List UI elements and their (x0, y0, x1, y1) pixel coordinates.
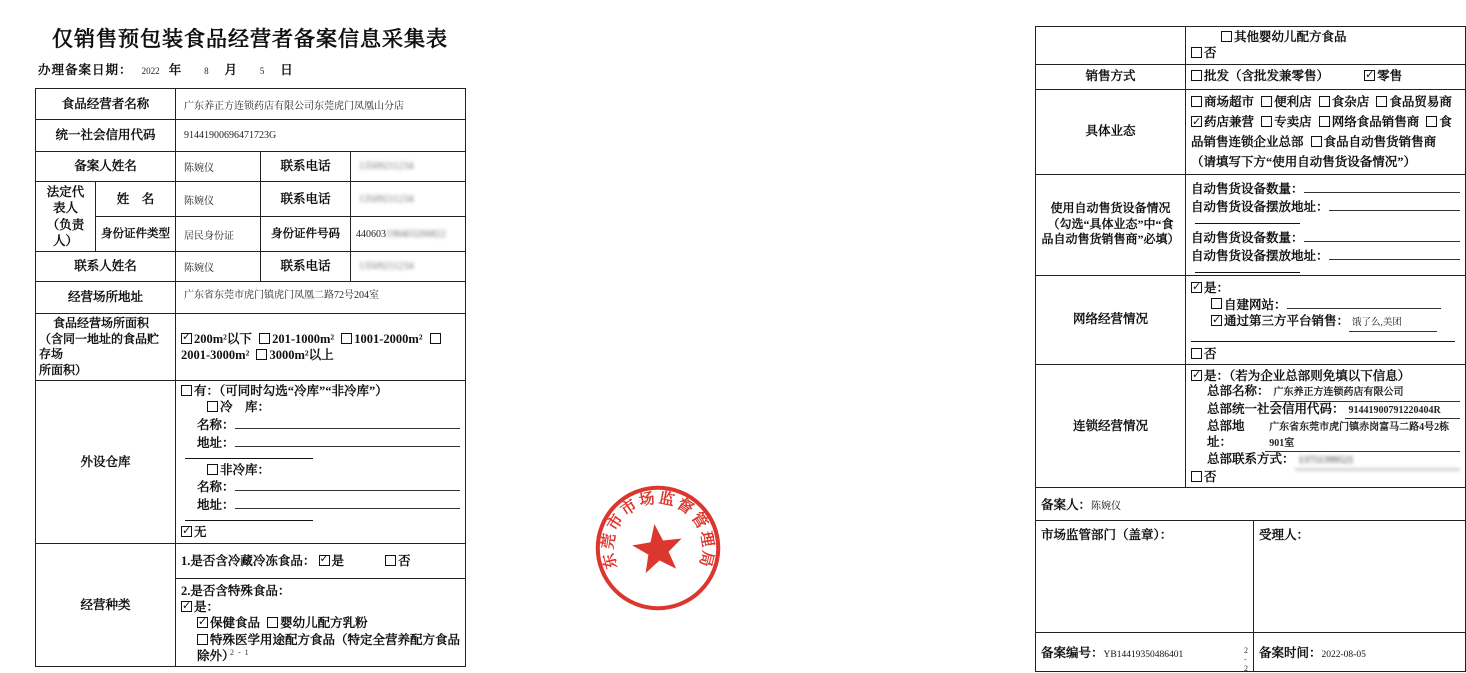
form-page-2 (500, 0, 1452, 673)
record-time-cell (1254, 633, 1466, 672)
chain-yes-checkbox[interactable] (1191, 370, 1202, 381)
vending-qty-input-2[interactable] (1304, 229, 1461, 242)
online-no-checkbox[interactable] (1191, 348, 1202, 359)
main-form-table-page2 (1035, 26, 1466, 672)
online-divider (1191, 341, 1455, 342)
third-party-checkbox[interactable] (1211, 315, 1222, 326)
warehouse-has-checkbox[interactable] (181, 385, 192, 396)
q2-option-1-label: 婴幼儿配方乳粉 (280, 616, 368, 631)
registrant-signature-value: 陈婉仪 (1091, 501, 1122, 512)
area-option-3-checkbox[interactable] (430, 333, 441, 344)
format-option-1-label: 便利店 (1274, 94, 1312, 109)
legal-rep-label (36, 182, 96, 252)
area-options-cell (176, 314, 466, 381)
warehouse-divider-1 (185, 458, 313, 459)
id-type-label: 身份证件类型 (96, 217, 176, 252)
q2-text: 2.是否含特殊食品： (181, 583, 291, 598)
special-food-cont-label (1036, 27, 1186, 65)
registrant-signature-label: 备案人： (1041, 498, 1092, 512)
authority-stamp-label: 市场监管部门（盖章）： (1041, 528, 1173, 542)
vending-divider-1 (1195, 223, 1300, 224)
q2-yes-checkbox[interactable] (181, 601, 192, 612)
business-format-cell (1186, 89, 1466, 174)
legal-rep-name-label: 姓 名 (96, 182, 176, 217)
operator-name-value: 广东养正方连锁药店有限公司东莞虎门凤凰山分店 (176, 89, 466, 120)
vending-qty-label-1: 自动售货设备数量： (1191, 181, 1304, 196)
area-option-1-label: 201-1000m² (272, 331, 335, 346)
warehouse-divider-2 (185, 520, 313, 521)
vending-addr-label-1: 自动售货设备摆放地址： (1191, 199, 1329, 214)
format-option-7-checkbox[interactable] (1426, 116, 1437, 127)
noncold-name-input[interactable] (235, 478, 460, 491)
q1-yes-checkbox[interactable] (319, 555, 330, 566)
credit-code-label: 统一社会信用代码 (36, 120, 176, 152)
format-option-2-checkbox[interactable] (1319, 96, 1330, 107)
legal-rep-phone-label: 联系电话 (261, 182, 351, 217)
format-option-0-label: 商场超市 (1204, 94, 1255, 109)
q1-no-checkbox[interactable] (385, 555, 396, 566)
operator-name-label: 食品经营者名称 (36, 89, 176, 120)
format-option-3-label: 食品贸易商 (1389, 94, 1452, 109)
warehouse-has-label: 有：（可同时勾选“冷库”“非冷库”） (194, 384, 388, 399)
stamp-text: 东莞市市场监督管理局 (599, 489, 717, 571)
vending-qty-label-2: 自动售货设备数量： (1191, 230, 1304, 245)
format-option-5-label: 专卖店 (1274, 114, 1312, 129)
online-yes-checkbox[interactable] (1191, 282, 1202, 293)
sales-mode-cell (1186, 64, 1466, 89)
format-option-6-checkbox[interactable] (1319, 116, 1330, 127)
retail-label: 零售 (1377, 69, 1403, 84)
vending-label (1036, 174, 1186, 275)
chain-no-label: 否 (1204, 469, 1217, 484)
area-option-1-checkbox[interactable] (259, 333, 270, 344)
area-option-4-checkbox[interactable] (256, 349, 267, 360)
record-no-label: 备案编号： (1041, 646, 1104, 660)
filing-date-label: 办理备案日期： (38, 63, 133, 77)
area-option-2-checkbox[interactable] (341, 333, 352, 344)
q2-yes-label: 是： (194, 600, 220, 614)
sales-mode-label: 销售方式 (1036, 64, 1186, 89)
id-no-visible-part: 440603 (356, 228, 387, 240)
q2-option-0-checkbox[interactable] (197, 617, 208, 628)
area-label-line2: （含同一地址的食品贮存场 (39, 331, 160, 362)
registrant-signature-row (1036, 488, 1466, 521)
vending-qty-input-1[interactable] (1304, 180, 1461, 193)
hq-addr-value: 广东省东莞市虎门镇赤岗富马二路4号2栋901室 (1265, 420, 1460, 452)
q1-text: 1.是否含冷藏冷冻食品： (181, 553, 316, 568)
online-no-label: 否 (1204, 346, 1217, 361)
chain-label: 连锁经营情况 (1036, 364, 1186, 488)
contact-name-label: 联系人姓名 (36, 252, 176, 282)
hq-code-label: 总部统一社会信用代码： (1207, 401, 1345, 416)
vending-label-line3: 品自动售货销售商”必填） (1041, 232, 1180, 247)
business-kind-q2-cell (176, 578, 466, 666)
other-infant-food-label: 其他婴幼儿配方食品 (1234, 30, 1347, 44)
own-site-input[interactable] (1287, 296, 1441, 309)
format-option-5-checkbox[interactable] (1261, 116, 1272, 127)
special-food-cont-cell (1186, 27, 1466, 65)
chain-no-checkbox[interactable] (1191, 471, 1202, 482)
format-option-7-label: 食品销售连锁企业总部 (1191, 114, 1452, 149)
format-option-3-checkbox[interactable] (1376, 96, 1387, 107)
main-form-table-page1 (35, 88, 466, 667)
registrant-name-label: 备案人姓名 (36, 152, 176, 182)
cold-addr-label: 地址： (197, 435, 235, 450)
hq-contact-label: 总部联系方式： (1207, 452, 1295, 466)
hq-addr-label: 总部地址： (1207, 419, 1245, 449)
year-unit: 年 (168, 63, 183, 77)
noncold-storage-checkbox[interactable] (207, 464, 218, 475)
vending-addr-input-2[interactable] (1329, 247, 1461, 260)
area-label (36, 314, 176, 381)
vending-addr-label-2: 自动售货设备摆放地址： (1191, 248, 1329, 263)
cold-name-input[interactable] (235, 416, 460, 429)
format-option-2-label: 食杂店 (1331, 94, 1370, 109)
area-option-3-label: 2001-3000m² (181, 348, 250, 363)
record-no-value: YB14419350486401 (1103, 650, 1184, 660)
credit-code-value: 91441900696471723G (176, 120, 466, 152)
special-food-no-checkbox[interactable] (1191, 47, 1202, 58)
business-kind-label: 经营种类 (36, 543, 176, 666)
format-option-4-checkbox[interactable] (1191, 116, 1202, 127)
contact-phone-label: 联系电话 (261, 252, 351, 282)
id-no-redacted-part: 198403200822 (386, 228, 447, 240)
registrant-phone-label: 联系电话 (261, 152, 351, 182)
hq-code-value: 91441900791220404R (1345, 403, 1461, 420)
legal-rep-label-line2: （负责人） (46, 217, 85, 248)
other-infant-food-checkbox[interactable] (1221, 31, 1232, 42)
own-site-label: 自建网站： (1224, 297, 1287, 312)
legal-rep-phone-value: 13509211234 (359, 193, 414, 205)
wholesale-checkbox[interactable] (1191, 70, 1202, 81)
vending-label-line1: 使用自动售货设备情况 (1050, 201, 1171, 216)
area-option-2-label: 1001-2000m² (354, 331, 423, 346)
filing-date-day[interactable]: 5 (259, 66, 265, 76)
vending-addr-input-1[interactable] (1329, 198, 1461, 211)
filing-date-month[interactable]: 8 (204, 66, 209, 76)
format-option-1-checkbox[interactable] (1261, 96, 1272, 107)
vending-label-line2: （勾选“具体业态”中“食 (1047, 216, 1174, 231)
record-no-cell (1036, 633, 1254, 672)
registrant-phone-value: 13509211234 (359, 161, 414, 172)
hq-contact-value: 13751399521 (1295, 453, 1461, 470)
premises-address-value: 广东省东莞市虎门镇虎门凤凰二路72号204室 (176, 282, 466, 314)
business-kind-q1-cell (176, 543, 466, 578)
warehouse-label: 外设仓库 (36, 381, 176, 543)
registrant-name-value: 陈婉仪 (176, 152, 261, 182)
third-party-label: 通过第三方平台销售： (1224, 313, 1350, 328)
authority-stamp-cell (1036, 521, 1254, 633)
area-option-0-checkbox[interactable] (181, 333, 192, 344)
q2-option-2-label: 特殊医学用途配方食品（特定全营养配方食品除外） (197, 632, 461, 663)
business-format-label: 具体业态 (1036, 89, 1186, 174)
noncold-storage-label: 非冷库： (220, 462, 271, 477)
q2-option-0-label: 保健食品 (210, 616, 261, 631)
hq-name-label: 总部名称： (1207, 384, 1270, 398)
online-cell (1186, 275, 1466, 364)
area-label-line1: 食品经营场所面积 (53, 316, 150, 330)
record-time-label: 备案时间： (1259, 646, 1322, 660)
noncold-addr-label: 地址： (197, 498, 235, 513)
special-food-no-label: 否 (1204, 46, 1217, 61)
month-unit: 月 (224, 63, 239, 77)
vending-divider-2 (1195, 272, 1300, 273)
acceptor-label: 受理人： (1259, 528, 1310, 542)
retail-checkbox[interactable] (1364, 70, 1375, 81)
warehouse-none-checkbox[interactable] (181, 526, 192, 537)
acceptor-cell (1254, 521, 1466, 633)
cold-addr-input[interactable] (235, 434, 460, 447)
chain-cell (1186, 364, 1466, 488)
hq-name-value: 广东养正方连锁药店有限公司 (1270, 385, 1461, 402)
id-no-label: 身份证件号码 (261, 217, 351, 252)
format-option-8-checkbox[interactable] (1311, 136, 1322, 147)
form-page-1 (0, 0, 500, 666)
warehouse-cell (176, 381, 466, 543)
premises-address-label: 经营场所地址 (36, 282, 176, 314)
id-type-value: 居民身份证 (176, 217, 261, 252)
contact-name-value: 陈婉仪 (176, 252, 261, 282)
noncold-addr-input[interactable] (235, 496, 460, 509)
noncold-name-label: 名称： (197, 480, 235, 495)
format-option-6-label: 网络食品销售商 (1331, 114, 1420, 129)
filing-date-line (38, 60, 300, 78)
format-option-0-checkbox[interactable] (1191, 96, 1202, 107)
q1-no-label: 否 (398, 553, 411, 568)
warehouse-none-label: 无 (194, 524, 207, 539)
contact-phone-value: 13509211234 (359, 261, 414, 272)
page1-footer: 2 - 1 (230, 648, 250, 657)
day-unit: 日 (280, 63, 294, 77)
filing-date-year[interactable]: 2022 (141, 66, 160, 76)
legal-rep-name-value: 陈婉仪 (176, 182, 261, 217)
area-option-0-label: 200m²以下 (194, 331, 252, 346)
q2-option-2-checkbox[interactable] (197, 634, 208, 645)
area-label-line3: 所面积） (39, 362, 88, 377)
cold-storage-checkbox[interactable] (207, 401, 218, 412)
chain-yes-label: 是：（若为企业总部则免填以下信息） (1204, 368, 1411, 383)
online-yes-label: 是： (1204, 280, 1230, 295)
format-option-4-label: 药店兼营 (1204, 114, 1255, 129)
q2-option-1-checkbox[interactable] (267, 617, 278, 628)
wholesale-label: 批发（含批发兼零售） (1204, 69, 1330, 84)
format-option-8-label: 食品自动售货销售商（请填写下方“使用自动售货设备情况”） (1191, 134, 1437, 169)
online-label: 网络经营情况 (1036, 275, 1186, 364)
cold-name-label: 名称： (197, 417, 235, 432)
q1-yes-label: 是 (331, 553, 345, 568)
own-site-checkbox[interactable] (1211, 298, 1222, 309)
area-option-4-label: 3000m²以上 (269, 348, 334, 363)
vending-cell (1186, 174, 1466, 275)
legal-rep-label-line1: 法定代表人 (46, 185, 85, 216)
form-title: 仅销售预包装食品经营者备案信息采集表 (52, 27, 448, 51)
third-party-value[interactable]: 饿了么,美团 (1349, 315, 1437, 332)
record-time-value: 2022-08-05 (1321, 650, 1366, 660)
cold-storage-label: 冷 库： (220, 400, 271, 415)
page2-footer: 2 - 2 (1244, 646, 1249, 673)
